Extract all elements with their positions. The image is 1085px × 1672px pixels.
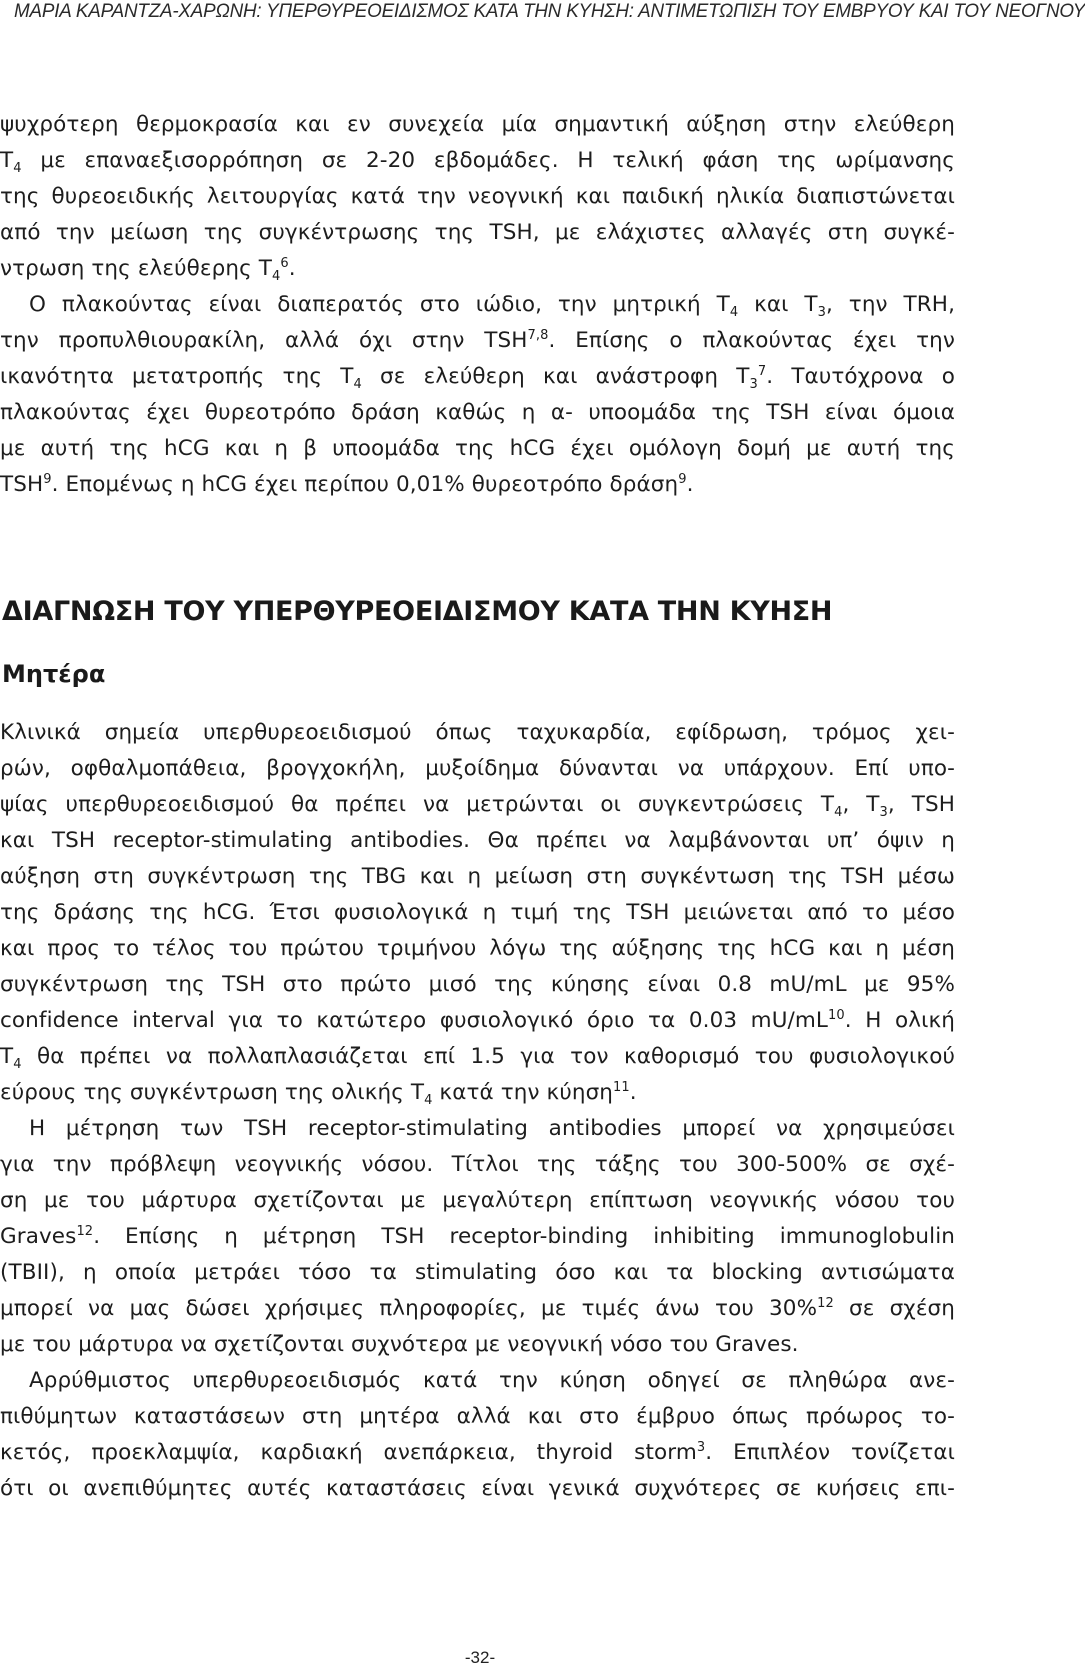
body-line: πλακούντας έχει θυρεοτρόπο δράση καθώς η α- υποομάδα της TSH είναι όμοια [0,400,955,425]
body-line: confidence interval για το κατώτερο φυσιολογικό όριο τα 0.03 $mU/mL^{10}$. Η ολική [0,1008,955,1033]
body-line: ψίας υπερθυρεοειδισμού θα πρέπει να μετρώνται οι συγκεντρώσεις $T_4$, $T_3$, TSH [0,792,955,820]
section-heading: ΔΙΑΓΝΩΣΗ ΤΟΥ ΥΠΕΡΘΥΡΕΟΕΙΔΙΣΜΟΥ ΚΑΤΑ ΤΗΝ ΚΥΗΣΗ [2,596,833,627]
body-line: ση με του μάρτυρα σχετίζονται με μεγαλύτερη επίπτωση νεογνικής νόσου του [0,1188,955,1213]
body-line: την προπυλθιουρακίλη, αλλά όχι στην TSH$^{7,8}$. Επίσης ο πλακούντας έχει την [0,328,955,353]
body-line: μπορεί να μας δώσει χρήσιμες πληροφορίες, με τιμές άνω του 30%$^{12}$ σε σχέση [0,1296,955,1321]
body-line: ότι οι ανεπιθύμητες αυτές καταστάσεις είναι γενικά συχνότερες σε κυήσεις επι- [0,1476,955,1501]
body-line: και TSH receptor-stimulating antibodies. Θα πρέπει να λαμβάνονται υπ’ όψιν η [0,828,955,853]
body-line: της θυρεοειδικής λειτουργίας κατά την νεογνική και παιδική ηλικία διαπιστώνεται [0,184,955,209]
body-line: πιθύμητων καταστάσεων στη μητέρα αλλά και στο έμβρυο όπως πρόωρος το- [0,1404,955,1429]
subsection-heading: Μητέρα [2,660,106,688]
body-line: με αυτή της hCG και η β υποομάδα της hCG έχει ομόλογη δομή με αυτή της [0,436,955,461]
body-line: εύρους της συγκέντρωση της ολικής $T_4$ κατά την κύηση$^{11}$. [0,1080,637,1108]
body-line: ρών, οφθαλμοπάθεια, βρογχοκήλη, μυξοίδημα δύνανται να υπάρχουν. Επί υπο- [0,756,955,781]
body-line: της δράσης της hCG. Έτσι φυσιολογικά η τιμή της TSH μειώνεται από το μέσο [0,900,955,925]
body-line: Graves$^{12}$. Επίσης η μέτρηση TSH receptor-binding inhibiting immunoglobulin [0,1224,955,1249]
body-line: αύξηση στη συγκέντρωση της TBG και η μείωση στη συγκέντωση της TSH μέσω [0,864,955,889]
body-line: συγκέντρωση της TSH στο πρώτο μισό της κύησης είναι 0.8 mU/mL με 95% [0,972,955,997]
running-header: ΜΑΡΙΑ ΚΑΡΑΝΤΖΑ-ΧΑΡΩΝΗ: ΥΠΕΡΘΥΡΕΟΕΙΔΙΣΜΟΣ ΚΑΤΑ ΤΗΝ ΚΥΗΣΗ: ΑΝΤΙΜΕΤΩΠΙΣΗ ΤΟΥ ΕΜΒΡΥΟΥ ΚΑΙ ΤΟΥ ΝΕΟΓΝΟΥ [14,0,1085,22]
body-line: για την πρόβλεψη νεογνικής νόσου. Τίτλοι της τάξης του 300-500% σε σχέ- [0,1152,955,1177]
body-line: (TBII), η οποία μετράει τόσο τα stimulating όσο και τα blocking αντισώματα [0,1260,955,1285]
body-line: κετός, προεκλαμψία, καρδιακή ανεπάρκεια, thyroid storm$^3$. Επιπλέον τονίζεται [0,1440,955,1465]
body-line: και προς το τέλος του πρώτου τριμήνου λόγω της αύξησης της hCG και η μέση [0,936,955,961]
body-line: TSH$^9$. Επομένως η hCG έχει περίπου 0,01% θυρεοτρόπο δράση$^9$. [0,472,694,497]
body-line: Κλινικά σημεία υπερθυρεοειδισμού όπως ταχυκαρδία, εφίδρωση, τρόμος χει- [0,720,955,745]
page-number: -32- [464,1648,496,1667]
body-line: ψυχρότερη θερμοκρασία και εν συνεχεία μία σημαντική αύξηση στην ελεύθερη [0,112,955,137]
body-line: $T_4$ θα πρέπει να πολλαπλασιάζεται επί 1.5 για τον καθορισμό του φυσιολογικού [0,1044,955,1072]
body-line: ντρωση της ελεύθερης $T_4^6$. [0,256,296,284]
body-line: από την μείωση της συγκέντρωσης της TSH, με ελάχιστες αλλαγές στη συγκέ- [0,220,955,245]
body-line: ικανότητα μετατροπής της $T_4$ σε ελεύθερη και ανάστροφη $T_3^7$. Ταυτόχρονα ο [0,364,955,392]
body-line: $T_4$ με επαναεξισορρόπηση σε 2-20 εβδομάδες. Η τελική φάση της ωρίμανσης [0,148,955,176]
body-line: με του μάρτυρα να σχετίζονται συχνότερα με νεογνική νόσο του Graves. [0,1332,799,1357]
body-line: Αρρύθμιστος υπερθυρεοειδισμός κατά την κύηση οδηγεί σε πληθώρα ανε- [29,1368,955,1393]
body-line: Ο πλακούντας είναι διαπερατός στο ιώδιο, την μητρική $T_4$ και $T_3$, την TRH, [29,292,955,320]
body-line: Η μέτρηση των TSH receptor-stimulating antibodies μπορεί να χρησιμεύσει [29,1116,955,1141]
